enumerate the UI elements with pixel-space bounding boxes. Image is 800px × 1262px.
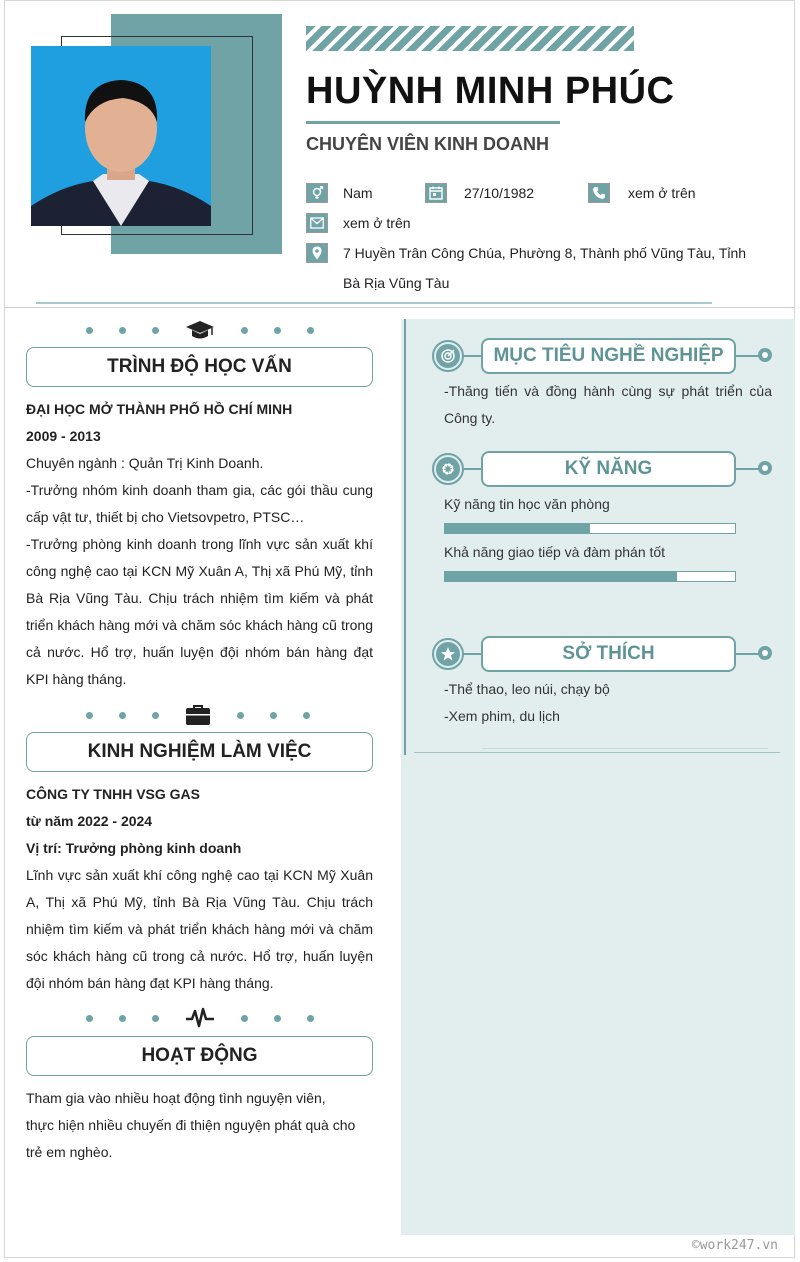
skill-bar-2 bbox=[444, 571, 736, 582]
hobbies-heading: SỞ THÍCH bbox=[481, 636, 736, 672]
target-icon bbox=[432, 340, 464, 372]
calendar-icon bbox=[425, 183, 447, 203]
right-panel-rule bbox=[404, 319, 406, 755]
location-icon bbox=[306, 243, 328, 263]
experience-description: Lĩnh vực sản xuất khí công nghệ cao tại KCN Mỹ Xuân A, Thị xã Phú Mỹ, tỉnh Bà Rịa Vũng Tàu. Chịu trách nhiệm tìm kiếm và phát triển khách hàng mới và chăm sóc khách hàng cũ trong cả nước. Hổ trợ, huấn luyện đội nhóm bán hàng đạt KPI hàng tháng. bbox=[26, 867, 373, 991]
profile-photo bbox=[31, 46, 211, 226]
graduation-cap-icon bbox=[185, 319, 215, 341]
objective-heading: MỤC TIÊU NGHỀ NGHIỆP bbox=[481, 338, 736, 374]
gender-icon bbox=[306, 183, 328, 203]
phone-icon bbox=[588, 183, 610, 203]
education-detail-2: -Trưởng phòng kinh doanh trong lĩnh vực sản xuất khí công nghệ cao tại KCN Mỹ Xuân A, Thị xã Phú Mỹ, tỉnh Bà Rịa Vũng Tàu. Chịu trách nhiệm tìm kiếm và phát triển khách hàng mới và chăm sóc khách hàng cũ trong cả nước. Hổ trợ, huấn luyện đội nhóm bán hàng đạt KPI hàng tháng. bbox=[26, 536, 373, 687]
experience-period: từ năm 2022 - 2024 bbox=[26, 813, 153, 829]
gear-icon bbox=[432, 453, 464, 485]
education-heading: TRÌNH ĐỘ HỌC VẤN bbox=[26, 347, 373, 387]
skill-bar-fill-2 bbox=[445, 572, 677, 581]
skill-label-1: Kỹ năng tin học văn phòng bbox=[444, 496, 610, 512]
header-divider bbox=[36, 302, 712, 304]
hobby-item-1: -Thể thao, leo núi, chạy bộ bbox=[444, 681, 610, 697]
gender-value: Nam bbox=[343, 185, 373, 201]
watermark-footer: ©work247.vn bbox=[691, 1238, 778, 1253]
section-ornament-education bbox=[86, 319, 314, 341]
email-value: xem ở trên bbox=[343, 215, 411, 231]
experience-company: CÔNG TY TNHH VSG GAS bbox=[26, 786, 200, 802]
job-title: CHUYÊN VIÊN KINH DOANH bbox=[306, 134, 550, 154]
section-ornament-activities bbox=[86, 1007, 314, 1029]
education-detail-1: -Trưởng nhóm kinh doanh tham gia, các gói thầu cung cấp vật tư, thiết bị cho Vietsovpetro, PTSC… bbox=[26, 482, 373, 525]
phone-value: xem ở trên bbox=[628, 185, 696, 201]
experience-heading: KINH NGHIỆM LÀM VIỆC bbox=[26, 732, 373, 772]
skills-end-dot bbox=[758, 461, 772, 475]
education-school: ĐẠI HỌC MỞ THÀNH PHỐ HỒ CHÍ MINH bbox=[26, 401, 293, 417]
pulse-icon bbox=[185, 1007, 215, 1029]
briefcase-icon bbox=[185, 704, 211, 726]
education-years: 2009 - 2013 bbox=[26, 428, 101, 444]
activities-description: Tham gia vào nhiều hoạt động tình nguyện viên, thực hiện nhiều chuyến đi thiện nguyện phát quà cho trẻ em nghèo. bbox=[26, 1090, 356, 1160]
education-major: Chuyên ngành : Quản Trị Kinh Doanh. bbox=[26, 455, 264, 471]
candidate-name: HUỲNH MINH PHÚC bbox=[306, 70, 675, 112]
name-underline bbox=[306, 121, 560, 124]
hobby-item-2: -Xem phim, du lịch bbox=[444, 708, 560, 724]
star-icon bbox=[432, 638, 464, 670]
section-ornament-experience bbox=[86, 704, 310, 726]
activities-heading: HOẠT ĐỘNG bbox=[26, 1036, 373, 1076]
address-line-1: 7 Huyền Trân Công Chúa, Phường 8, Thành phố Vũng Tàu, Tỉnh bbox=[343, 245, 747, 261]
birthdate-value: 27/10/1982 bbox=[464, 185, 535, 201]
skill-label-2: Khả năng giao tiếp và đàm phán tốt bbox=[444, 544, 666, 560]
objective-text: -Thăng tiến và đồng hành cùng sự phát triển của Công ty. bbox=[444, 383, 772, 426]
address-line-2: Bà Rịa Vũng Tàu bbox=[343, 275, 450, 291]
skill-bar-1 bbox=[444, 523, 736, 534]
hobbies-end-dot bbox=[758, 646, 772, 660]
experience-position: Vị trí: Trưởng phòng kinh doanh bbox=[26, 840, 242, 856]
page-divider bbox=[4, 307, 795, 308]
right-panel-rule-bottom bbox=[414, 752, 780, 753]
objective-end-dot bbox=[758, 348, 772, 362]
right-panel-rule-short bbox=[482, 748, 768, 749]
skills-heading: KỸ NĂNG bbox=[481, 451, 736, 487]
email-icon bbox=[306, 213, 328, 233]
decorative-hatch bbox=[306, 26, 634, 51]
skill-bar-fill-1 bbox=[445, 524, 590, 533]
